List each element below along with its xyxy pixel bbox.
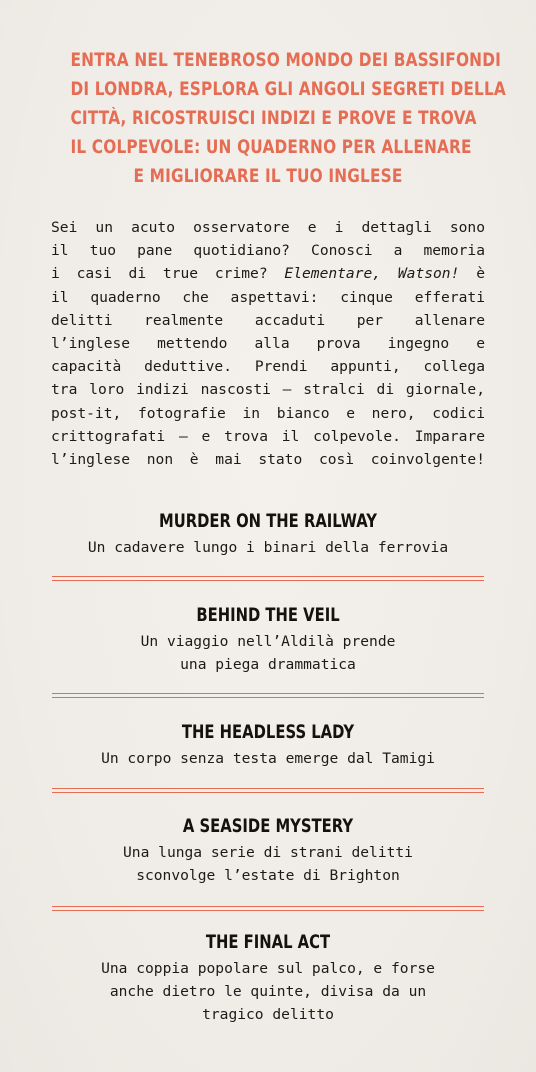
intro-line: delitti realmente accaduti per allenare	[51, 311, 485, 329]
story-description	[0, 957, 536, 1026]
rule-line	[52, 788, 484, 789]
intro-line: post-it, fotografie in bianco e nero, codici	[51, 404, 485, 422]
story-description-line: tragico delitto	[202, 1006, 334, 1023]
intro-line: il tuo pane quotidiano? Conosci a memoria	[51, 242, 485, 260]
story-description	[0, 630, 536, 676]
headline-line: DI LONDRA, ESPLORA GLI ANGOLI SEGRETI DELLA	[70, 79, 506, 100]
story-description-line: Un cadavere lungo i binari della ferrovia	[87, 539, 449, 556]
story-description-line: una piega drammatica	[180, 656, 356, 673]
story-title: BEHIND THE VEIL	[196, 605, 340, 626]
story-description-line: Un corpo senza testa emerge dal Tamigi	[101, 750, 435, 767]
story-section	[0, 510, 536, 559]
story-section	[0, 815, 536, 887]
story-description	[0, 841, 536, 887]
intro-line: tra loro indizi nascosti — stralci di giornale,	[51, 381, 485, 399]
headline-line: CITTÀ, RICOSTRUISCI INDIZI E PROVE E TROVA	[70, 108, 477, 129]
story-description-line: Una lunga serie di strani delitti	[123, 844, 413, 861]
double-rule-divider	[52, 906, 484, 912]
story-description	[0, 747, 536, 770]
headline-line: IL COLPEVOLE: UN QUADERNO PER ALLENARE	[70, 137, 472, 158]
story-title: MURDER ON THE RAILWAY	[158, 511, 377, 532]
intro-line: l’inglese mettendo alla prova ingegno e	[51, 335, 485, 353]
story-section	[0, 604, 536, 676]
rule-line	[52, 693, 484, 694]
story-description-line: sconvolge l’estate di Brighton	[136, 867, 400, 884]
intro-line: Sei un acuto osservatore e i dettagli sono	[51, 219, 485, 236]
double-rule-divider	[52, 693, 484, 699]
story-title: A SEASIDE MYSTERY	[182, 816, 354, 837]
intro-paragraph	[51, 216, 485, 471]
intro-line-with-title	[51, 262, 485, 285]
intro-line: capacità deduttive. Prendi appunti, collega	[51, 358, 485, 376]
rule-line	[52, 910, 484, 911]
intro-line: crittografati — e trova il colpevole. Imparare	[51, 427, 485, 445]
story-section	[0, 931, 536, 1026]
headline	[30, 46, 506, 191]
rule-line	[52, 580, 484, 581]
story-title: THE HEADLESS LADY	[181, 722, 355, 743]
headline-line: ENTRA NEL TENEBROSO MONDO DEI BASSIFONDI	[70, 50, 501, 71]
rule-line	[52, 576, 484, 577]
intro-text: i casi di true crime?	[51, 265, 268, 283]
intro-line: il quaderno che aspettavi: cinque efferati	[51, 288, 485, 306]
book-title: Elementare, Watson!	[284, 265, 460, 283]
story-description-line: anche dietro le quinte, divisa da un	[109, 983, 427, 1000]
story-description	[0, 536, 536, 559]
story-section	[0, 721, 536, 770]
story-title: THE FINAL ACT	[205, 932, 331, 953]
intro-text: è	[476, 265, 485, 283]
story-description-line: Una coppia popolare sul palco, e forse	[101, 960, 435, 977]
headline-line: E MIGLIORARE IL TUO INGLESE	[133, 166, 403, 187]
double-rule-divider	[52, 576, 484, 582]
double-rule-divider	[52, 788, 484, 794]
rule-line	[52, 792, 484, 793]
story-description-line: Un viaggio nell’Aldilà prende	[140, 633, 396, 650]
intro-line: l’inglese non è mai stato così coinvolgente!	[51, 451, 485, 469]
rule-line	[52, 906, 484, 907]
rule-line	[52, 697, 484, 698]
